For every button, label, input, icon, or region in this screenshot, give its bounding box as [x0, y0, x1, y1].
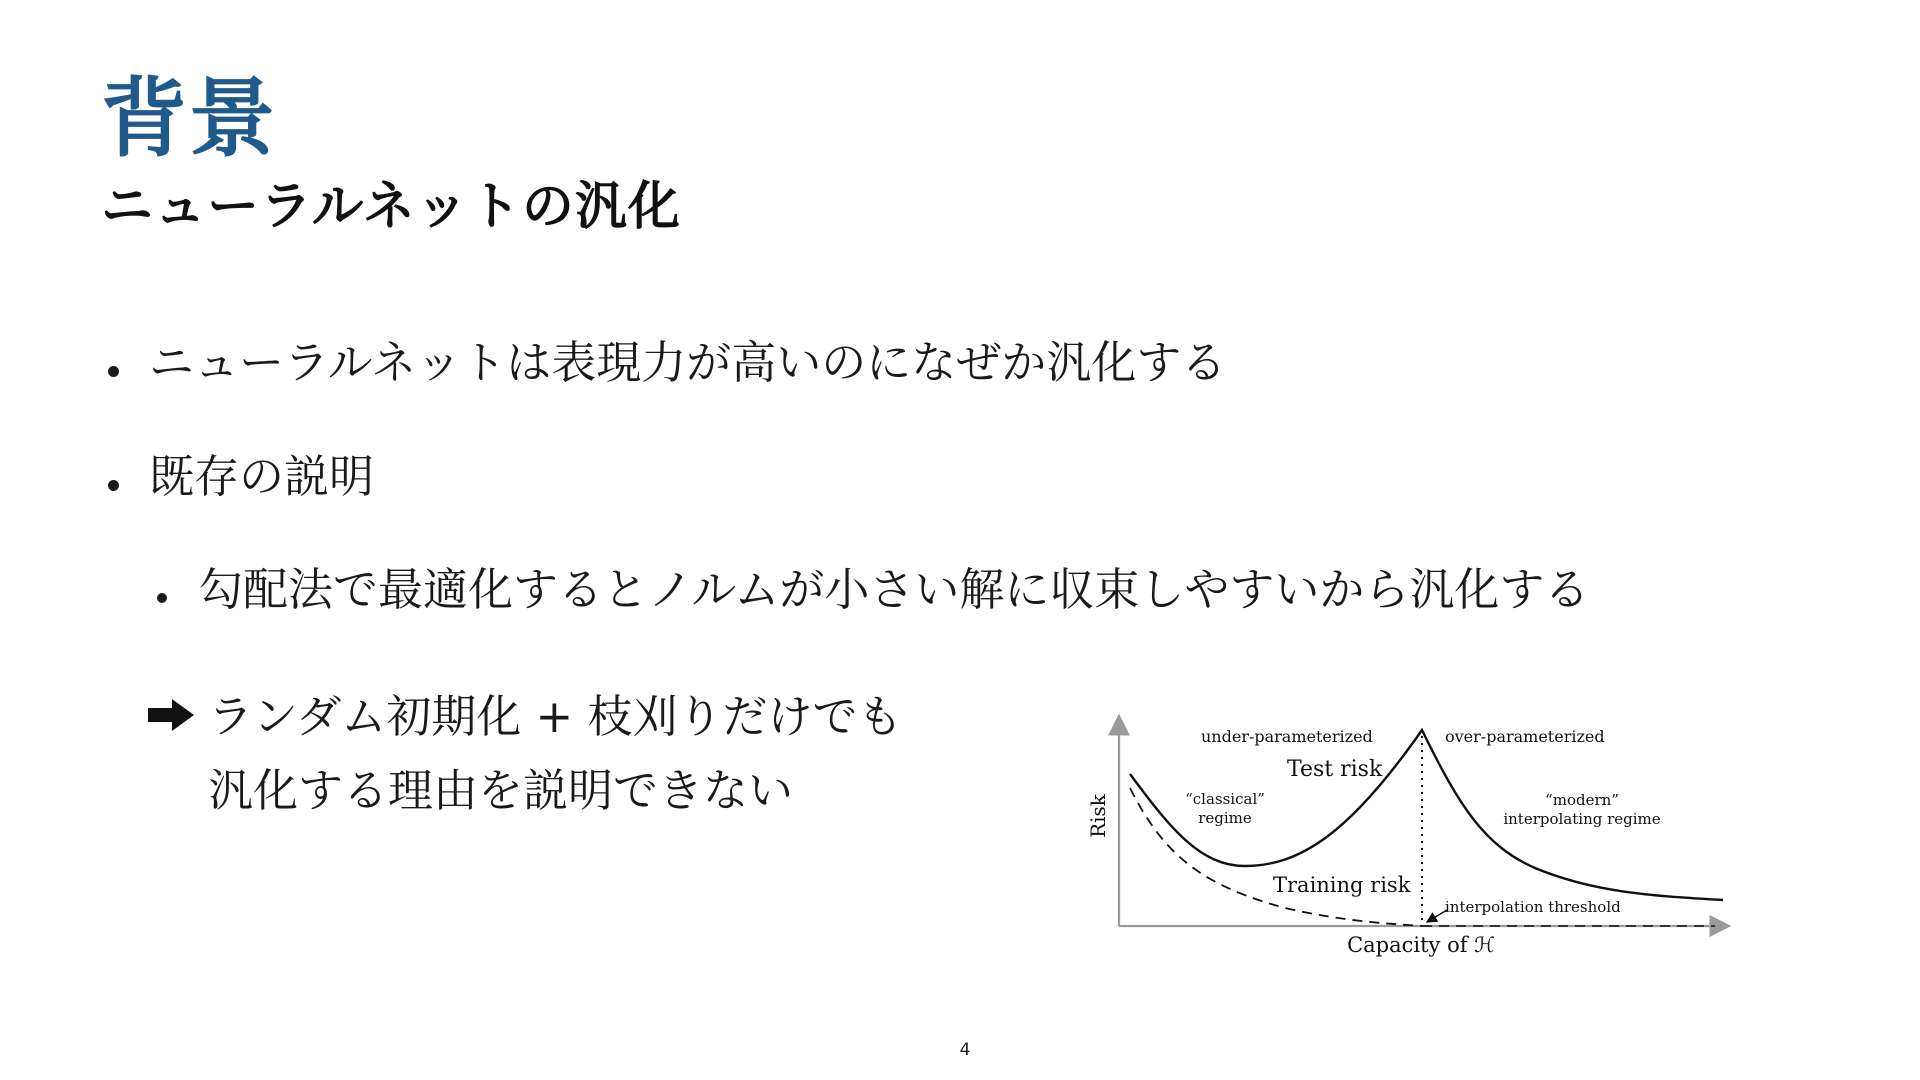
double-descent-diagram — [1075, 708, 1735, 968]
sub-bullet-text: 勾配法で最適化するとノルムが小さい解に収束しやすいから汎化する — [198, 563, 1590, 616]
bullet-text: 既存の説明 — [149, 450, 375, 503]
page-number: 4 — [959, 1040, 971, 1060]
over-parameterized-label: over-parameterized — [1445, 727, 1605, 746]
modern-regime-label: interpolating regime — [1503, 810, 1661, 828]
bullet-dot — [108, 366, 119, 377]
bullet-dot — [157, 593, 167, 603]
conclusion-line-1: ランダム初期化 + 枝刈りだけでも — [208, 690, 903, 743]
y-axis-label: Risk — [1086, 794, 1110, 838]
slide-title: 背景 — [101, 69, 277, 169]
sub-bullet-item — [198, 563, 1589, 617]
interpolation-threshold-label: interpolation threshold — [1445, 898, 1621, 916]
classical-regime-label: regime — [1198, 809, 1252, 827]
training-risk-curve — [1130, 788, 1422, 926]
test-risk-label: Test risk — [1287, 757, 1383, 782]
modern-label: “modern” — [1545, 791, 1619, 809]
conclusion-line-2: 汎化する理由を説明できない — [208, 764, 794, 817]
under-parameterized-label: under-parameterized — [1201, 727, 1373, 746]
bullet-item — [149, 450, 374, 504]
slide-subtitle: ニューラルネットの汎化 — [101, 177, 681, 237]
double-descent-figure — [1075, 708, 1735, 968]
training-risk-label: Training risk — [1273, 873, 1411, 897]
x-axis-label: Capacity of ℋ — [1347, 933, 1495, 957]
bullet-text: ニューラルネットは表現力が高いのになぜか汎化する — [149, 336, 1227, 389]
bullet-dot — [108, 480, 119, 491]
threshold-pointer — [1427, 910, 1447, 922]
heavy-right-arrow-icon — [148, 697, 194, 733]
classical-label: “classical” — [1185, 790, 1265, 808]
bullet-item — [149, 336, 1226, 390]
